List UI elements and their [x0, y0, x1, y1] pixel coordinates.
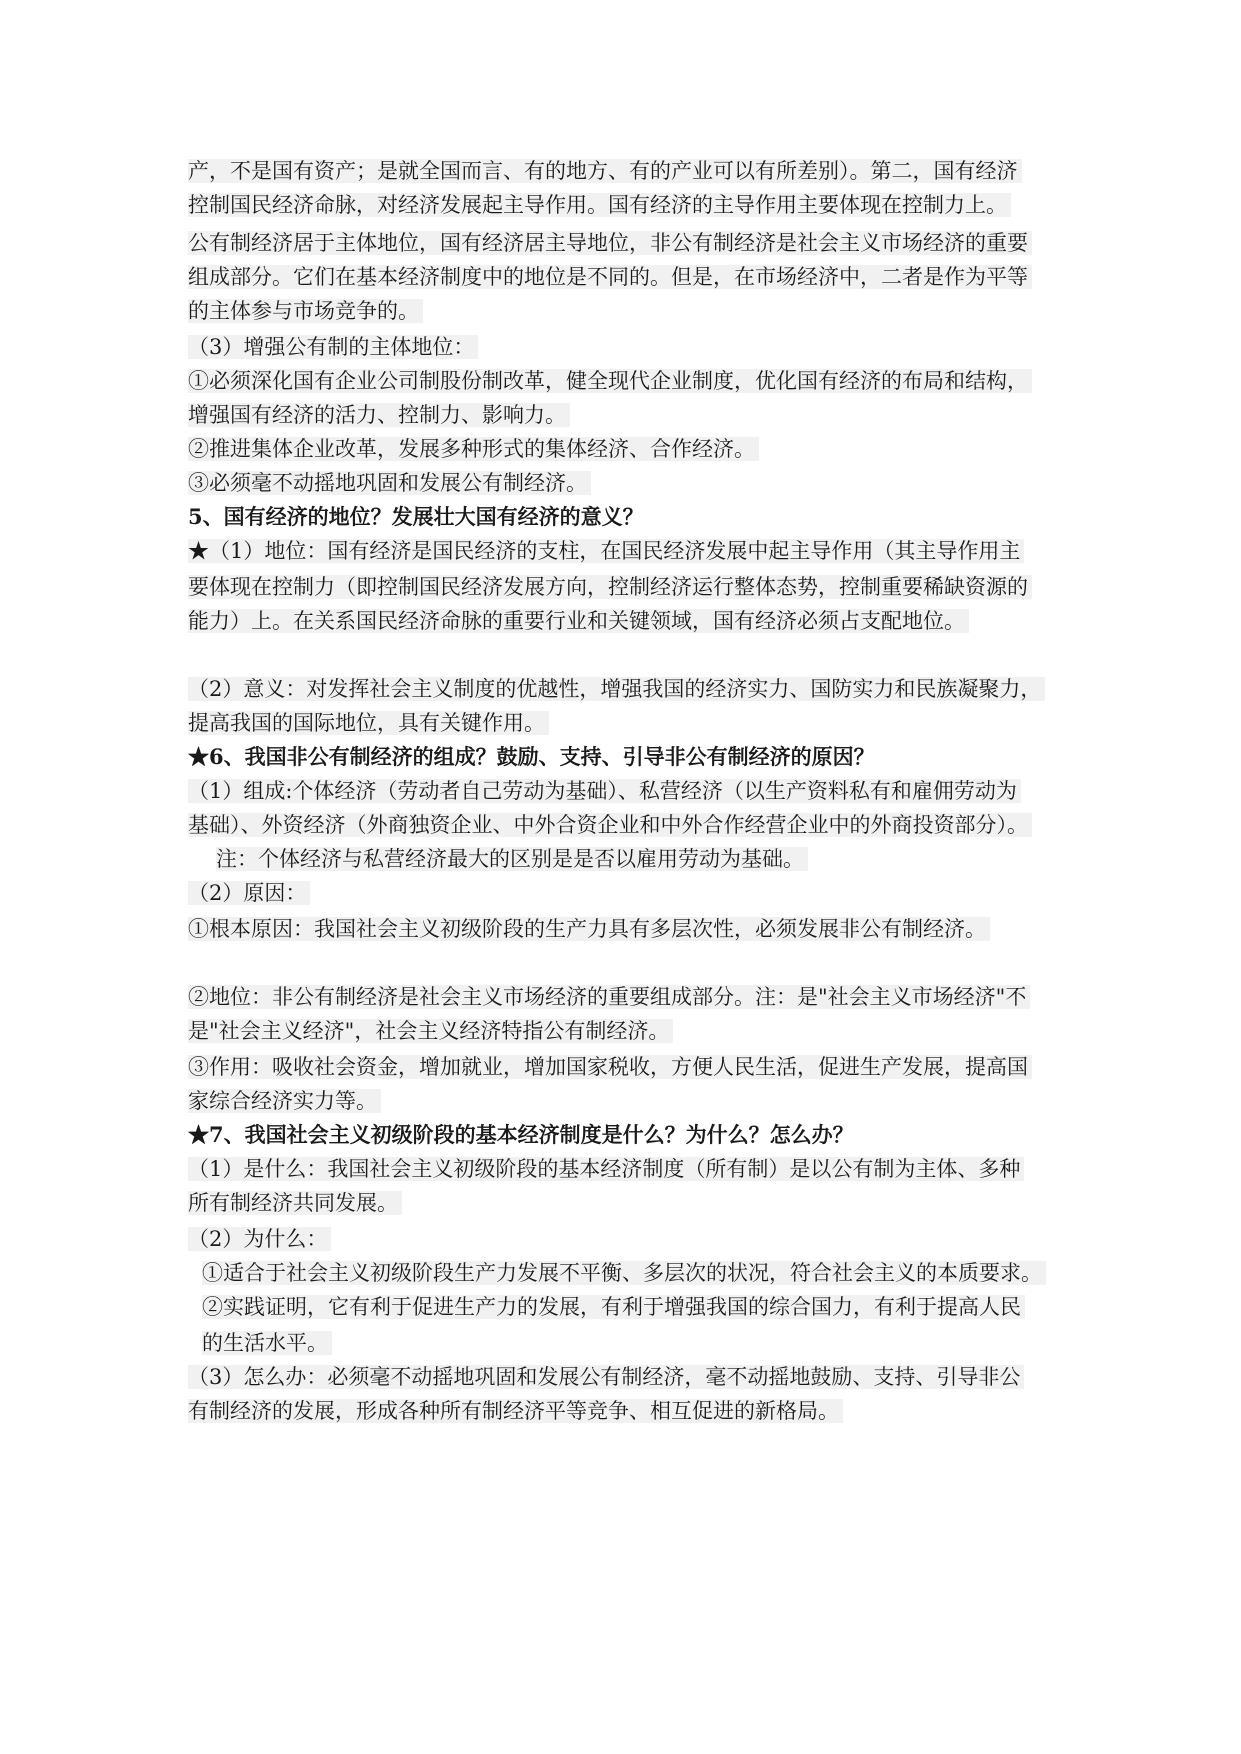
text-line: 有制经济的发展，形成各种所有制经济平等竞争、相互促进的新格局。	[188, 1394, 843, 1428]
text-line: ★（1）地位：国有经济是国民经济的支柱，在国民经济发展中起主导作用（其主导作用主	[188, 534, 1024, 568]
text-line: ②推进集体企业改革，发展多种形式的集体经济、合作经济。	[188, 432, 759, 466]
text-line: 能力）上。在关系国民经济命脉的重要行业和关键领域，国有经济必须占支配地位。	[188, 604, 969, 638]
text-line: ③作用：吸收社会资金，增加就业，增加国家税收，方便人民生活，促进生产发展，提高国	[188, 1050, 1032, 1084]
note-line: 注：个体经济与私营经济最大的区别是是否以雇用劳动为基础。	[216, 842, 808, 876]
text-line: 的主体参与市场竞争的。	[188, 294, 423, 328]
text-line: 组成部分。它们在基本经济制度中的地位是不同的。但是，在市场经济中，二者是作为平等	[188, 260, 1032, 294]
text-line: 基础）、外资经济（外商独资企业、中外合资企业和中外合作经营企业中的外商投资部分）。	[188, 808, 1032, 842]
text-line: ①必须深化国有企业公司制股份制改革，健全现代企业制度，优化国有经济的布局和结构，	[188, 364, 1032, 398]
text-line: 所有制经济共同发展。	[188, 1186, 402, 1220]
text-line: 公有制经济居于主体地位，国有经济居主导地位，非公有制经济是社会主义市场经济的重要	[188, 226, 1032, 260]
text-line: ②地位：非公有制经济是社会主义市场经济的重要组成部分。注：是"社会主义市场经济"不	[188, 980, 1030, 1014]
text-line: 控制国民经济命脉，对经济发展起主导作用。国有经济的主导作用主要体现在控制力上。	[188, 188, 1011, 222]
text-line: 要体现在控制力（即控制国民经济发展方向，控制经济运行整体态势，控制重要稀缺资源的	[188, 570, 1032, 604]
section-heading: 5、国有经济的地位？发展壮大国有经济的意义？	[188, 504, 644, 529]
text-line: （2）为什么：	[188, 1222, 331, 1256]
text-line: 家综合经济实力等。	[188, 1084, 381, 1118]
text-line: （3）怎么办：必须毫不动摇地巩固和发展公有制经济，毫不动摇地鼓励、支持、引导非公	[188, 1360, 1024, 1394]
text-line: （2）原因：	[188, 876, 310, 910]
section-heading: ★6、我国非公有制经济的组成？鼓励、支持、引导非公有制经济的原因？	[188, 744, 875, 769]
text-line: 的生活水平。	[202, 1326, 332, 1360]
text-line: 提高我国的国际地位，具有关键作用。	[188, 706, 549, 740]
text-line: （2）意义：对发挥社会主义制度的优越性，增强我国的经济实力、国防实力和民族凝聚力，	[188, 672, 1045, 706]
text-line: ①根本原因：我国社会主义初级阶段的生产力具有多层次性，必须发展非公有制经济。	[188, 912, 990, 946]
section-heading: ★7、我国社会主义初级阶段的基本经济制度是什么？为什么？怎么办？	[188, 1122, 854, 1147]
text-line: 增强国有经济的活力、控制力、影响力。	[188, 398, 570, 432]
text-line: （3）增强公有制的主体地位：	[188, 330, 478, 364]
text-line: 产，不是国有资产；是就全国而言、有的地方、有的产业可以有所差别）。第二，国有经济	[188, 154, 1022, 188]
text-line: 是"社会主义经济"，社会主义经济特指公有制经济。	[188, 1014, 673, 1048]
text-line: ②实践证明，它有利于促进生产力的发展，有利于增强我国的综合国力，有利于提高人民	[202, 1290, 1025, 1324]
text-line: ①适合于社会主义初级阶段生产力发展不平衡、多层次的状况，符合社会主义的本质要求。	[202, 1256, 1046, 1290]
text-line: （1）是什么：我国社会主义初级阶段的基本经济制度（所有制）是以公有制为主体、多种	[188, 1152, 1024, 1186]
text-line: （1）组成:个体经济（劳动者自己劳动为基础）、私营经济（以生产资料私有和雇佣劳动为	[188, 774, 1021, 808]
text-line: ③必须毫不动摇地巩固和发展公有制经济。	[188, 466, 591, 500]
